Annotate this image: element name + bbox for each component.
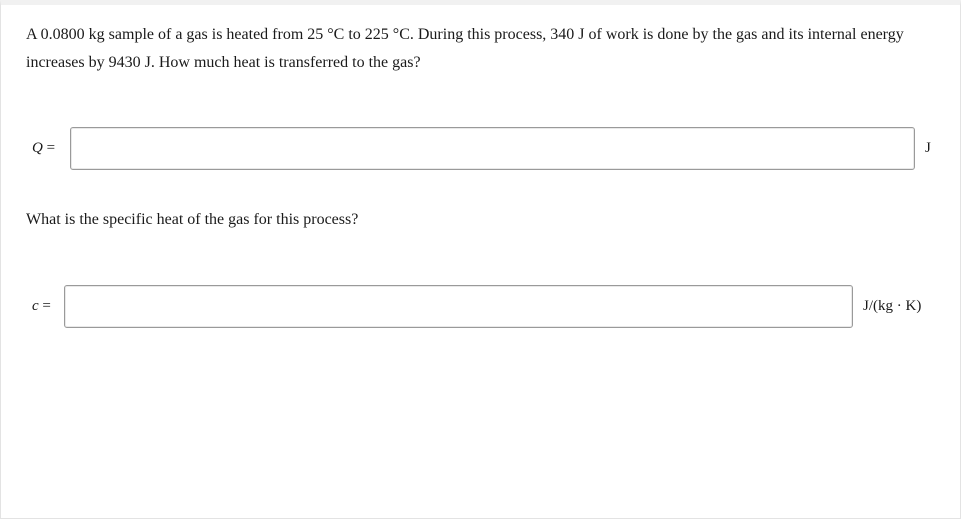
heat-equals-sign: = xyxy=(42,140,56,156)
specific-heat-answer-row xyxy=(32,285,921,328)
heat-variable-symbol: Q xyxy=(32,140,43,156)
specific-heat-equals-sign: = xyxy=(38,298,51,314)
specific-heat-answer-input[interactable] xyxy=(64,285,853,328)
heat-unit-label: J xyxy=(925,140,931,156)
specific-heat-unit-label: J/(kg · K) xyxy=(863,298,922,314)
specific-heat-variable-label xyxy=(32,298,64,315)
question-text: A 0.0800 kg sample of a gas is heated from 25 °C to 225 °C. During this process, 340 J of work is done by the gas and its internal energy increases by 9430 J. How much heat is transferred to the gas? xyxy=(26,26,904,71)
specific-heat-variable-symbol: c xyxy=(32,298,39,314)
heat-variable-label xyxy=(32,140,70,157)
heat-answer-input[interactable] xyxy=(70,127,915,170)
specific-heat-question: What is the specific heat of the gas for this process? xyxy=(26,211,359,228)
heat-answer-row xyxy=(32,127,931,170)
